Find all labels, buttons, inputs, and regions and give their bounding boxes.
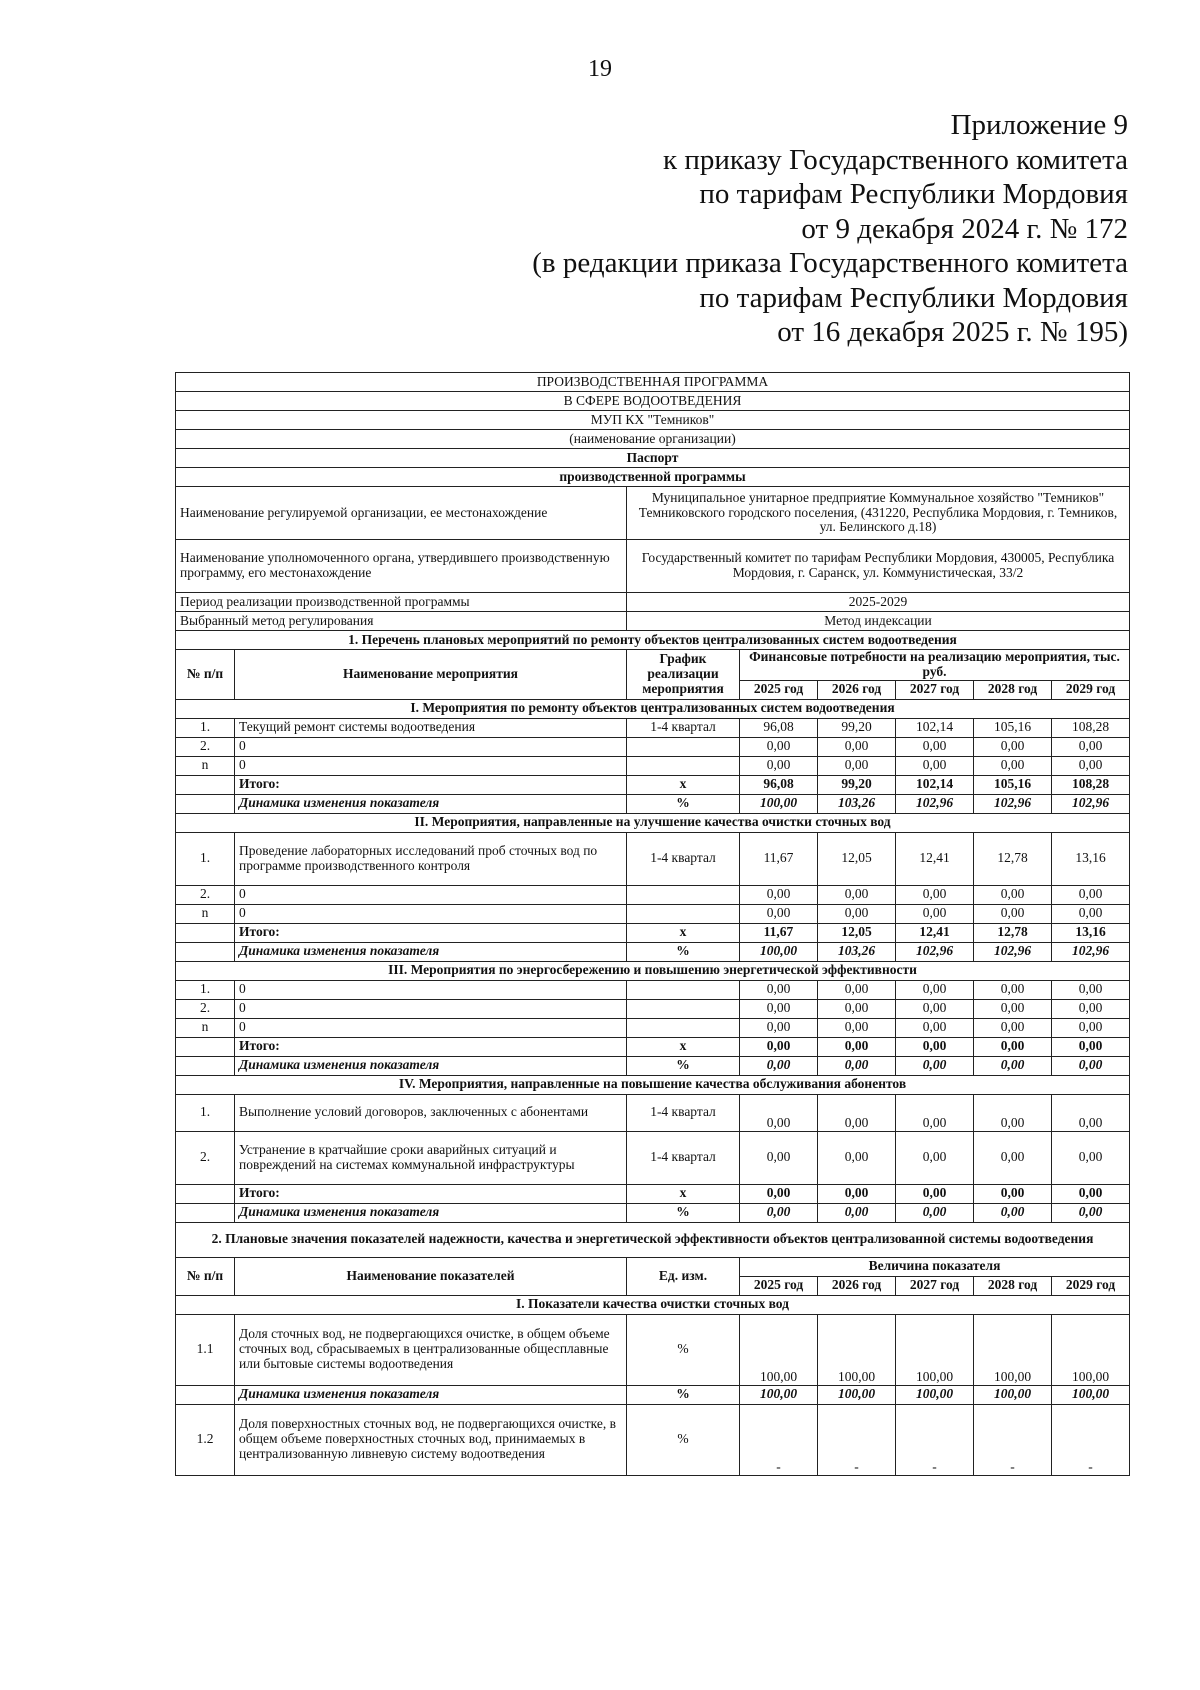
- header-year: 2025 год: [740, 1276, 818, 1295]
- program-title: ПРОИЗВОДСТВЕННАЯ ПРОГРАММА: [176, 373, 1130, 392]
- header-indicator-name: Наименование показателей: [235, 1257, 627, 1295]
- row-value: 0,00: [974, 904, 1052, 923]
- row-value: 0,00: [974, 999, 1052, 1018]
- dynamics-value: 100,00: [1052, 1385, 1130, 1404]
- row-value: 0,00: [740, 904, 818, 923]
- total-value: 0,00: [818, 1037, 896, 1056]
- group-title: IV. Мероприятия, направленные на повышение качества обслуживания абонентов: [176, 1075, 1130, 1094]
- row-value: 0,00: [818, 904, 896, 923]
- header-schedule: График реализации мероприятия: [627, 650, 740, 700]
- dynamics-value: 0,00: [1052, 1056, 1130, 1075]
- regulated-org-value: Муниципальное унитарное предприятие Коммунальное хозяйство "Темников" Темниковского городского поселения, (431220, Республика Мордовия, г. Темников, ул. Белинского д.18): [627, 487, 1130, 540]
- dynamics-unit: %: [627, 942, 740, 961]
- row-name: Доля поверхностных сточных вод, не подвергающихся очистке, в общем объеме поверхностных сточных вод, принимаемых в централизованную ливневую систему водоотведения: [235, 1404, 627, 1475]
- row-num: n: [176, 1018, 235, 1037]
- row-name: Устранение в кратчайшие сроки аварийных ситуаций и повреждений на системах коммунальной инфраструктуры: [235, 1131, 627, 1184]
- row-value: 0,00: [896, 1094, 974, 1131]
- header-year: 2029 год: [1052, 680, 1130, 699]
- dynamics-value: 103,26: [818, 942, 896, 961]
- total-row: [176, 923, 1130, 942]
- dynamics-value: 0,00: [740, 1056, 818, 1075]
- row-value: 0,00: [818, 999, 896, 1018]
- row-num: 1.: [176, 980, 235, 999]
- authority-value: Государственный комитет по тарифам Республики Мордовия, 430005, Республика Мордовия, г. Саранск, ул. Коммунистическая, 33/2: [627, 540, 1130, 593]
- dynamics-value: 102,96: [896, 942, 974, 961]
- row-value: 0,00: [818, 737, 896, 756]
- group-title: I. Мероприятия по ремонту объектов централизованных систем водоотведения: [176, 699, 1130, 718]
- dynamics-label: Динамика изменения показателя: [235, 942, 627, 961]
- row-value: 100,00: [740, 1314, 818, 1385]
- row-num: n: [176, 756, 235, 775]
- row-value: 0,00: [896, 1018, 974, 1037]
- row-value: 0,00: [1052, 1131, 1130, 1184]
- header-year: 2029 год: [1052, 1276, 1130, 1295]
- total-row: [176, 775, 1130, 794]
- dynamics-label: Динамика изменения показателя: [235, 794, 627, 813]
- dynamics-label: Динамика изменения показателя: [235, 1385, 627, 1404]
- method-label: Выбранный метод регулирования: [176, 612, 627, 631]
- passport-title: Паспорт: [176, 449, 1130, 468]
- header-year: 2028 год: [974, 680, 1052, 699]
- appendix-header: [532, 108, 1128, 350]
- row-name: 0: [235, 904, 627, 923]
- group-title: I. Показатели качества очистки сточных вод: [176, 1295, 1130, 1314]
- row-value: 0,00: [896, 756, 974, 775]
- dynamics-label: Динамика изменения показателя: [235, 1056, 627, 1075]
- dynamics-row: [176, 1056, 1130, 1075]
- row-num: 2.: [176, 1131, 235, 1184]
- dynamics-unit: %: [627, 794, 740, 813]
- production-program-table: [175, 372, 1130, 1476]
- row-schedule: [627, 980, 740, 999]
- row-unit: %: [627, 1314, 740, 1385]
- dynamics-value: 100,00: [740, 942, 818, 961]
- total-value: 0,00: [974, 1184, 1052, 1203]
- row-value: 0,00: [740, 1094, 818, 1131]
- dynamics-label: Динамика изменения показателя: [235, 1203, 627, 1222]
- row-value: 102,14: [896, 718, 974, 737]
- row-value: 0,00: [974, 756, 1052, 775]
- regulated-org-label: Наименование регулируемой организации, ее местонахождение: [176, 487, 627, 540]
- row-name: 0: [235, 756, 627, 775]
- header-activity-name: Наименование мероприятия: [235, 650, 627, 700]
- row-schedule: [627, 737, 740, 756]
- row-value: 0,00: [1052, 904, 1130, 923]
- header-year: 2027 год: [896, 680, 974, 699]
- row-num: 1.: [176, 832, 235, 885]
- row-value: 0,00: [818, 885, 896, 904]
- total-value: 12,78: [974, 923, 1052, 942]
- total-value: 0,00: [740, 1037, 818, 1056]
- row-num: 1.2: [176, 1404, 235, 1475]
- total-value: 0,00: [1052, 1184, 1130, 1203]
- row-value: -: [1052, 1404, 1130, 1475]
- row-value: 0,00: [818, 1131, 896, 1184]
- table-row: [176, 1314, 1130, 1385]
- dynamics-value: 102,96: [896, 794, 974, 813]
- dynamics-value: 0,00: [740, 1203, 818, 1222]
- row-value: 100,00: [974, 1314, 1052, 1385]
- dynamics-row: [176, 1203, 1130, 1222]
- table-row: [176, 737, 1130, 756]
- row-num: 1.: [176, 1094, 235, 1131]
- row-value: 12,05: [818, 832, 896, 885]
- dynamics-unit: %: [627, 1385, 740, 1404]
- method-value: Метод индексации: [627, 612, 1130, 631]
- total-mark: х: [627, 1184, 740, 1203]
- header-year: 2026 год: [818, 1276, 896, 1295]
- total-value: 99,20: [818, 775, 896, 794]
- row-value: 0,00: [974, 1018, 1052, 1037]
- header-line: от 9 декабря 2024 г. № 172: [801, 212, 1128, 245]
- row-value: 0,00: [896, 737, 974, 756]
- row-name: Текущий ремонт системы водоотведения: [235, 718, 627, 737]
- dynamics-unit: %: [627, 1056, 740, 1075]
- row-schedule: [627, 904, 740, 923]
- row-value: 0,00: [896, 904, 974, 923]
- row-value: 0,00: [740, 885, 818, 904]
- total-label: Итого:: [235, 923, 627, 942]
- total-value: 108,28: [1052, 775, 1130, 794]
- row-name: 0: [235, 737, 627, 756]
- row-num: 1.: [176, 718, 235, 737]
- row-value: 0,00: [974, 885, 1052, 904]
- row-schedule: [627, 756, 740, 775]
- row-value: 0,00: [818, 1094, 896, 1131]
- total-label: Итого:: [235, 1037, 627, 1056]
- page-number: 19: [588, 56, 612, 82]
- total-value: 11,67: [740, 923, 818, 942]
- row-value: 105,16: [974, 718, 1052, 737]
- row-value: 0,00: [818, 756, 896, 775]
- total-row: [176, 1037, 1130, 1056]
- row-schedule: 1-4 квартал: [627, 1131, 740, 1184]
- table-row: [176, 1018, 1130, 1037]
- row-name: 0: [235, 885, 627, 904]
- row-value: 0,00: [974, 1131, 1052, 1184]
- row-value: -: [818, 1404, 896, 1475]
- row-value: -: [896, 1404, 974, 1475]
- header-year: 2028 год: [974, 1276, 1052, 1295]
- total-value: 0,00: [974, 1037, 1052, 1056]
- row-value: 0,00: [740, 1018, 818, 1037]
- section2-title: 2. Плановые значения показателей надежности, качества и энергетической эффективности объектов централизованной системы водоотведения: [176, 1222, 1130, 1257]
- row-unit: %: [627, 1404, 740, 1475]
- dynamics-unit: %: [627, 1203, 740, 1222]
- row-value: 108,28: [1052, 718, 1130, 737]
- row-num: 2.: [176, 885, 235, 904]
- row-value: 0,00: [1052, 737, 1130, 756]
- row-schedule: 1-4 квартал: [627, 832, 740, 885]
- total-value: 0,00: [740, 1184, 818, 1203]
- row-value: 0,00: [1052, 885, 1130, 904]
- row-value: 0,00: [974, 980, 1052, 999]
- dynamics-value: 100,00: [896, 1385, 974, 1404]
- row-value: 0,00: [896, 980, 974, 999]
- table-row: [176, 832, 1130, 885]
- row-value: 0,00: [1052, 1018, 1130, 1037]
- row-value: 100,00: [896, 1314, 974, 1385]
- total-value: 0,00: [896, 1184, 974, 1203]
- row-value: 0,00: [974, 1094, 1052, 1131]
- program-subtitle: В СФЕРЕ ВОДООТВЕДЕНИЯ: [176, 392, 1130, 411]
- row-value: 0,00: [896, 1131, 974, 1184]
- row-schedule: [627, 1018, 740, 1037]
- table-row: [176, 885, 1130, 904]
- header-year: 2026 год: [818, 680, 896, 699]
- header-line: по тарифам Республики Мордовия: [699, 281, 1128, 314]
- table-row: [176, 756, 1130, 775]
- header-unit: Ед. изм.: [627, 1257, 740, 1295]
- row-name: 0: [235, 980, 627, 999]
- dynamics-value: 0,00: [974, 1203, 1052, 1222]
- header-line: (в редакции приказа Государственного комитета: [532, 247, 1128, 279]
- authority-label: Наименование уполномоченного органа, утвердившего производственную программу, его местонахождение: [176, 540, 627, 593]
- row-value: 0,00: [818, 1018, 896, 1037]
- dynamics-value: 100,00: [740, 794, 818, 813]
- row-value: 0,00: [740, 1131, 818, 1184]
- organization-name: МУП КХ "Темников": [176, 411, 1130, 430]
- row-name: 0: [235, 1018, 627, 1037]
- total-value: 0,00: [896, 1037, 974, 1056]
- dynamics-value: 0,00: [1052, 1203, 1130, 1222]
- period-label: Период реализации производственной программы: [176, 593, 627, 612]
- row-num: 2.: [176, 737, 235, 756]
- total-value: 12,41: [896, 923, 974, 942]
- row-value: 12,41: [896, 832, 974, 885]
- dynamics-value: 100,00: [740, 1385, 818, 1404]
- total-value: 96,08: [740, 775, 818, 794]
- dynamics-row: [176, 1385, 1130, 1404]
- header-num: № п/п: [176, 1257, 235, 1295]
- header-line: по тарифам Республики Мордовия: [699, 178, 1128, 210]
- total-mark: х: [627, 1037, 740, 1056]
- dynamics-value: 0,00: [818, 1203, 896, 1222]
- table-row: [176, 980, 1130, 999]
- organization-caption: (наименование организации): [176, 430, 1130, 449]
- row-num: n: [176, 904, 235, 923]
- row-value: 0,00: [818, 980, 896, 999]
- dynamics-value: 0,00: [896, 1203, 974, 1222]
- row-value: 13,16: [1052, 832, 1130, 885]
- row-schedule: 1-4 квартал: [627, 718, 740, 737]
- header-indicator-value: Величина показателя: [740, 1257, 1130, 1276]
- row-num: 1.1: [176, 1314, 235, 1385]
- total-row: [176, 1184, 1130, 1203]
- period-value: 2025-2029: [627, 593, 1130, 612]
- dynamics-value: 102,96: [974, 942, 1052, 961]
- header-num: № п/п: [176, 650, 235, 700]
- row-name: Выполнение условий договоров, заключенных с абонентами: [235, 1094, 627, 1131]
- section1-title: 1. Перечень плановых мероприятий по ремонту объектов централизованных систем водоотведения: [176, 631, 1130, 650]
- row-name: 0: [235, 999, 627, 1018]
- row-schedule: [627, 999, 740, 1018]
- row-value: 11,67: [740, 832, 818, 885]
- total-mark: х: [627, 923, 740, 942]
- table-row: [176, 999, 1130, 1018]
- row-name: Доля сточных вод, не подвергающихся очистке, в общем объеме сточных вод, сбрасываемых в централизованные общесплавные или бытовые системы водоотведения: [235, 1314, 627, 1385]
- total-value: 0,00: [818, 1184, 896, 1203]
- table-row: [176, 1094, 1130, 1131]
- row-value: 0,00: [974, 737, 1052, 756]
- row-value: -: [974, 1404, 1052, 1475]
- dynamics-value: 102,96: [1052, 794, 1130, 813]
- header-year: 2025 год: [740, 680, 818, 699]
- dynamics-value: 0,00: [974, 1056, 1052, 1075]
- total-value: 105,16: [974, 775, 1052, 794]
- table-row: [176, 1131, 1130, 1184]
- row-value: 99,20: [818, 718, 896, 737]
- table-row: [176, 718, 1130, 737]
- row-name: Проведение лабораторных исследований проб сточных вод по программе производственного контроля: [235, 832, 627, 885]
- dynamics-value: 103,26: [818, 794, 896, 813]
- row-value: 100,00: [1052, 1314, 1130, 1385]
- row-value: 0,00: [896, 999, 974, 1018]
- table-row: [176, 904, 1130, 923]
- row-value: 100,00: [818, 1314, 896, 1385]
- dynamics-row: [176, 794, 1130, 813]
- header-year: 2027 год: [896, 1276, 974, 1295]
- total-value: 102,14: [896, 775, 974, 794]
- dynamics-value: 102,96: [974, 794, 1052, 813]
- row-value: 0,00: [896, 885, 974, 904]
- table-row: [176, 1404, 1130, 1475]
- total-mark: х: [627, 775, 740, 794]
- total-label: Итого:: [235, 775, 627, 794]
- header-line: Приложение 9: [950, 109, 1128, 141]
- row-value: 0,00: [740, 999, 818, 1018]
- dynamics-value: 100,00: [818, 1385, 896, 1404]
- total-value: 13,16: [1052, 923, 1130, 942]
- row-schedule: [627, 885, 740, 904]
- dynamics-value: 0,00: [896, 1056, 974, 1075]
- dynamics-value: 0,00: [818, 1056, 896, 1075]
- row-value: 0,00: [1052, 980, 1130, 999]
- header-finance: Финансовые потребности на реализацию мероприятия, тыс. руб.: [740, 650, 1130, 681]
- row-value: 0,00: [740, 756, 818, 775]
- total-label: Итого:: [235, 1184, 627, 1203]
- row-value: 0,00: [740, 737, 818, 756]
- row-value: 96,08: [740, 718, 818, 737]
- row-schedule: 1-4 квартал: [627, 1094, 740, 1131]
- header-line: от 16 декабря 2025 г. № 195): [777, 316, 1128, 348]
- group-title: II. Мероприятия, направленные на улучшение качества очистки сточных вод: [176, 813, 1130, 832]
- passport-subtitle: производственной программы: [176, 468, 1130, 487]
- header-line: к приказу Государственного комитета: [662, 143, 1128, 176]
- dynamics-row: [176, 942, 1130, 961]
- row-value: -: [740, 1404, 818, 1475]
- row-value: 0,00: [740, 980, 818, 999]
- group-title: III. Мероприятия по энергосбережению и повышению энергетической эффективности: [176, 961, 1130, 980]
- row-value: 0,00: [1052, 999, 1130, 1018]
- row-num: 2.: [176, 999, 235, 1018]
- row-value: 0,00: [1052, 1094, 1130, 1131]
- row-value: 0,00: [1052, 756, 1130, 775]
- dynamics-value: 102,96: [1052, 942, 1130, 961]
- total-value: 0,00: [1052, 1037, 1130, 1056]
- row-value: 12,78: [974, 832, 1052, 885]
- total-value: 12,05: [818, 923, 896, 942]
- dynamics-value: 100,00: [974, 1385, 1052, 1404]
